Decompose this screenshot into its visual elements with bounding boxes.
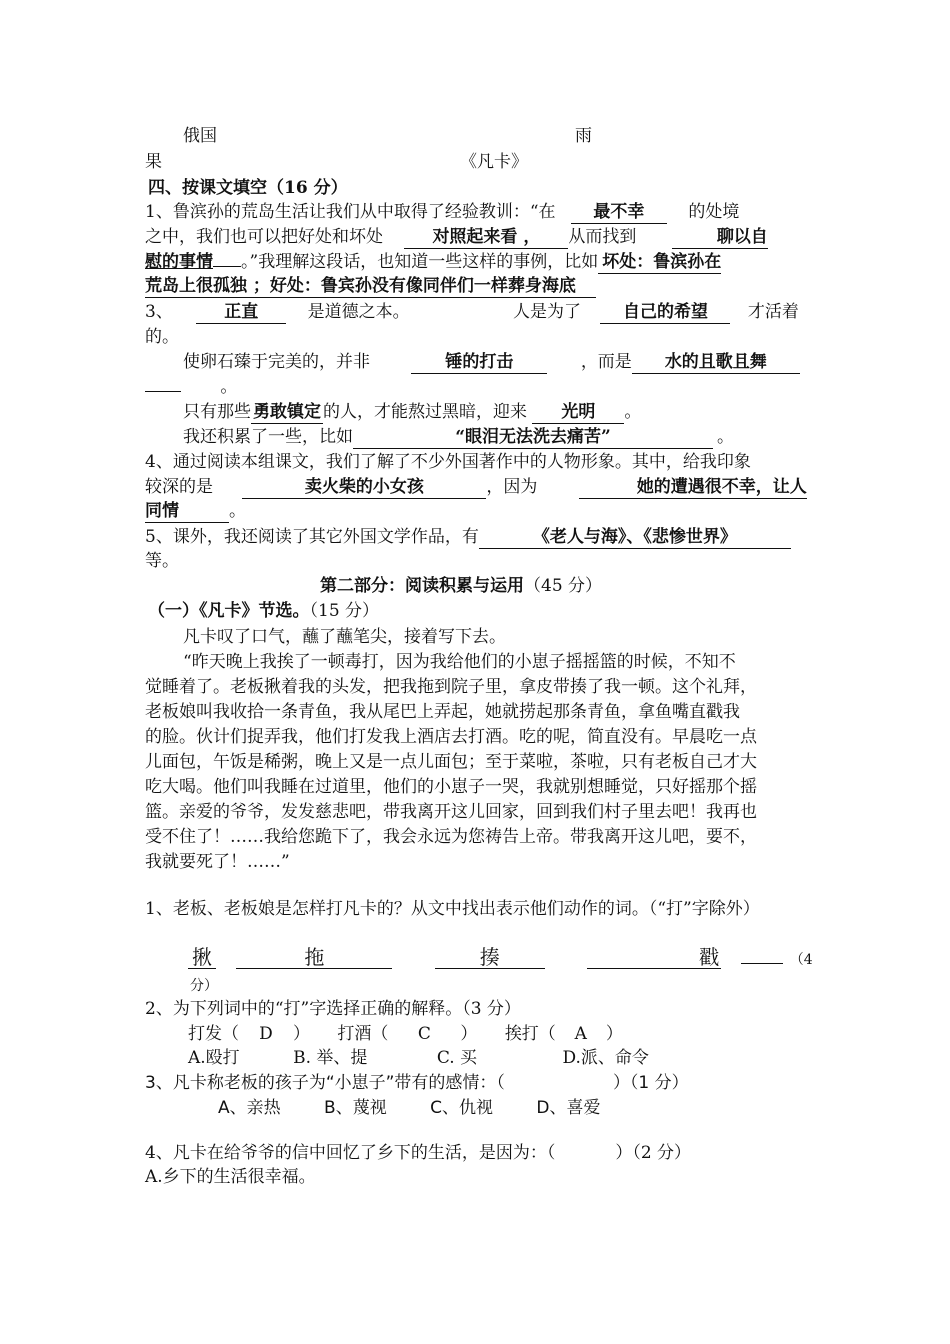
answer-blank: 自己的希望 bbox=[600, 301, 730, 324]
p2-q4-optA: A.乡下的生活很幸福。 bbox=[145, 1167, 316, 1187]
text: 的处境 bbox=[688, 202, 740, 222]
text: 4、凡卡在给爷爷的信中回忆了乡下的生活，是因为：（ bbox=[145, 1143, 556, 1163]
excerpt-line: “昨天晚上我挨了一顿毒打，因为我给他们的小崽子摇摇篮的时候，不知不 bbox=[183, 652, 736, 672]
s4-q1-line4 bbox=[145, 274, 596, 298]
answer-blank: 《老人与海》、《悲惨世界》 bbox=[479, 526, 791, 549]
text: 挨打（ bbox=[504, 1024, 556, 1044]
text: 1、鲁滨孙的荒岛生活让我们从中取得了经验教训：“在 bbox=[145, 202, 556, 222]
option: B. 举、提 bbox=[293, 1048, 368, 1068]
answer-blank: 水的且歌且舞 bbox=[632, 351, 800, 374]
p2-q2-items bbox=[188, 1022, 623, 1046]
answer: A bbox=[574, 1024, 587, 1044]
text: ） bbox=[293, 1024, 310, 1044]
answer-blank: 勇敢镇定 bbox=[253, 402, 321, 422]
text: 。 bbox=[220, 377, 238, 397]
answer-blank: 荒岛上很孤独 ；好处：鲁宾孙没有像同伴们一样葬身海底 bbox=[145, 275, 596, 298]
author-name-part2: 果 bbox=[145, 152, 162, 172]
text: ，而是 bbox=[580, 352, 632, 372]
answer-blank: 最不幸 bbox=[571, 201, 667, 224]
p2-q3 bbox=[145, 1071, 689, 1095]
answer-blank: 同情 bbox=[145, 500, 229, 523]
answer-blank: 锤的打击 bbox=[411, 351, 547, 374]
s4-q4-line2 bbox=[145, 475, 807, 499]
author-country: 俄国 bbox=[183, 126, 217, 146]
answer-blank: 拖 bbox=[236, 946, 392, 969]
text: 较深的是 bbox=[145, 477, 213, 497]
work-title: 《凡卡》 bbox=[460, 152, 528, 172]
text: 打发（ bbox=[188, 1024, 239, 1044]
s4-q1-line2 bbox=[145, 225, 768, 249]
p2-q2-options bbox=[188, 1046, 649, 1070]
excerpt-line: 受不住了！……我给您跪下了，我会永远为您祷告上帝。带我离开这儿吧，要不， bbox=[145, 827, 757, 847]
excerpt-line: 我就要死了！……” bbox=[145, 852, 290, 872]
text: 才活着 bbox=[747, 302, 799, 322]
option: D、喜爱 bbox=[536, 1098, 601, 1118]
text: ）（2 分） bbox=[615, 1143, 692, 1163]
author-name-part: 雨 bbox=[575, 126, 592, 146]
option: B、蔑视 bbox=[324, 1098, 387, 1118]
text: 只有那些 bbox=[183, 402, 251, 422]
answer-blank: 对照起来看 ， bbox=[404, 226, 568, 249]
text: 的人，才能熬过黑暗，迎来 bbox=[323, 402, 527, 422]
text: 。”我理解这段话，也知道一些这样的事例，比如 bbox=[241, 252, 599, 272]
text: （4 bbox=[789, 952, 813, 968]
excerpt-line: 儿面包，午饭是稀粥，晚上又是一点儿面包；至于菜啦，茶啦，只有老板自己才大 bbox=[145, 752, 757, 772]
s4-q3-line4 bbox=[145, 375, 237, 399]
excerpt-line: 觉睡着了。老板揪着我的头发，把我拖到院子里，拿皮带揍了我一顿。这个礼拜， bbox=[145, 677, 757, 697]
blank-line bbox=[145, 391, 181, 392]
p2-q1: 1、老板、老板娘是怎样打凡卡的？从文中找出表示他们动作的词。（“打”字除外） bbox=[145, 899, 760, 919]
answer: C bbox=[417, 1024, 431, 1044]
option: C. 买 bbox=[436, 1048, 478, 1068]
part2-title bbox=[320, 574, 602, 598]
text: 5、课外，我还阅读了其它外国文学作品，有 bbox=[145, 527, 479, 547]
p2-q3-options bbox=[218, 1096, 601, 1120]
answer-blank: 她的遭遇很不幸，让人 bbox=[579, 476, 807, 499]
option: A、亲热 bbox=[218, 1098, 281, 1118]
blank-line bbox=[741, 963, 783, 964]
text: （15 分） bbox=[309, 601, 380, 621]
option: C、仇视 bbox=[430, 1098, 493, 1118]
answer-blank: 聊以自 bbox=[672, 226, 768, 249]
text: ） bbox=[460, 1024, 478, 1044]
answer-blank: 揪 bbox=[188, 946, 216, 969]
text: 之中，我们也可以把好处和坏处 bbox=[145, 227, 383, 247]
text: 使卵石臻于完美的，并非 bbox=[183, 352, 370, 372]
blank-line bbox=[213, 266, 241, 267]
s4-q3-line1 bbox=[145, 300, 799, 324]
text: ，因为 bbox=[486, 477, 538, 497]
text: ）（1 分） bbox=[612, 1073, 689, 1093]
s4-q4-line1: 4、通过阅读本组课文，我们了解了不少外国著作中的人物形象。其中，给我印象 bbox=[145, 452, 751, 472]
section4-title: 四、按课文填空（16 分） bbox=[148, 178, 348, 198]
answer-blank: 慰的事情 bbox=[145, 252, 213, 272]
p2-q4 bbox=[145, 1141, 691, 1165]
s4-q1-line3 bbox=[145, 250, 721, 274]
s4-q3-line6 bbox=[183, 425, 734, 449]
answer: D bbox=[259, 1024, 273, 1044]
excerpt-para1: 凡卡叹了口气，蘸了蘸笔尖，接着写下去。 bbox=[183, 627, 506, 647]
answer-blank: 正直 bbox=[196, 301, 286, 324]
text: 打酒（ bbox=[337, 1024, 389, 1044]
s4-q1-line1 bbox=[145, 200, 739, 224]
answer-blank: 坏处：鲁滨孙在 bbox=[598, 251, 721, 274]
p2-q1-answers bbox=[188, 945, 813, 972]
s4-q4-line3 bbox=[145, 499, 246, 523]
text: ） bbox=[605, 1024, 623, 1044]
option: D.派、命令 bbox=[562, 1048, 649, 1068]
text: 。 bbox=[717, 427, 734, 447]
excerpt-line: 的脸。伙计们捉弄我，他们打发我上酒店去打酒。吃的呢，简直没有。早晨吃一点 bbox=[145, 727, 757, 747]
text: 3、 bbox=[145, 302, 173, 322]
p2-q1-score: 分） bbox=[190, 978, 218, 994]
text: 是道德之本。 bbox=[307, 302, 410, 322]
answer-blank: 揍 bbox=[435, 946, 545, 969]
text: 人是为了 bbox=[513, 302, 582, 322]
answer-blank: 光明 bbox=[532, 401, 624, 424]
answer-blank: 戳 bbox=[587, 946, 721, 969]
s4-q5 bbox=[145, 525, 791, 549]
text: 3、凡卡称老板的孩子为“小崽子”带有的感情：（ bbox=[145, 1073, 505, 1093]
p2-q2: 2、为下列词中的“打”字选择正确的解释。（3 分） bbox=[145, 999, 521, 1019]
text: 。 bbox=[229, 501, 246, 521]
s4-q3-line3 bbox=[183, 350, 800, 374]
s4-q5-end: 等。 bbox=[145, 551, 179, 571]
s4-q3-line2: 的。 bbox=[145, 327, 179, 347]
text: 我还积累了一些，比如 bbox=[183, 427, 353, 447]
excerpt-line: 吃大喝。他们叫我睡在过道里，他们的小崽子一哭，我就别想睡觉，只好摇那个摇 bbox=[145, 777, 757, 797]
excerpt-line: 篮。亲爱的爷爷，发发慈悲吧，带我离开这儿回家，回到我们村子里去吧！我再也 bbox=[145, 802, 757, 822]
text: 从而找到 bbox=[568, 227, 637, 247]
answer-blank: 卖火柴的小女孩 bbox=[242, 476, 486, 499]
excerpt-line: 老板娘叫我收拾一条青鱼，我从尾巴上弄起，她就捞起那条青鱼，拿鱼嘴直戳我 bbox=[145, 702, 740, 722]
s4-q3-line5 bbox=[183, 400, 641, 424]
text: 。 bbox=[624, 402, 642, 422]
option: A.殴打 bbox=[188, 1048, 240, 1068]
excerpt-title bbox=[148, 599, 379, 623]
text: （一）《凡卡》节选。 bbox=[148, 601, 310, 621]
text: （45 分） bbox=[524, 576, 603, 596]
answer-blank: “眼泪无法洗去痛苦” bbox=[353, 426, 713, 449]
text: 第二部分：阅读积累与运用 bbox=[320, 576, 524, 596]
